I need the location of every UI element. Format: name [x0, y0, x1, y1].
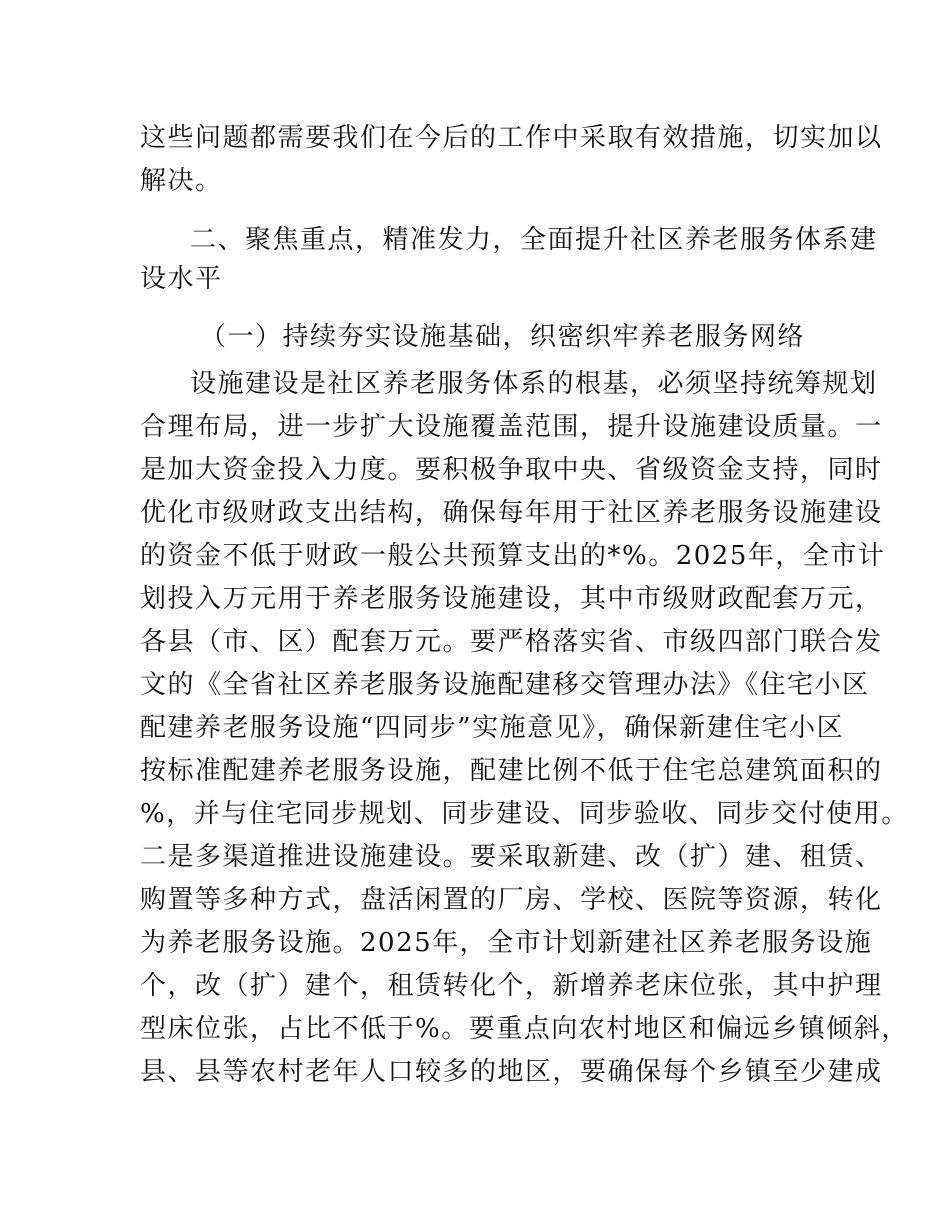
subsection-heading: （一）持续夯实设施基础，织密织牢养老服务网络 — [200, 322, 806, 352]
paragraph-line: %，并与住宅同步规划、同步建设、同步验收、同步交付使用。 — [140, 799, 909, 829]
section-heading-line: 二、聚焦重点，精准发力，全面提升社区养老服务体系建 — [190, 225, 878, 255]
paragraph-line: 型床位张，占比不低于%。要重点向农村地区和偏远乡镇倾斜， — [140, 1014, 909, 1044]
paragraph-line: 划投入万元用于养老服务设施建设，其中市级财政配套万元， — [140, 584, 883, 614]
paragraph-line: 县、县等农村老年人口较多的地区，要确保每个乡镇至少建成 — [140, 1057, 883, 1087]
paragraph-line: 优化市级财政支出结构，确保每年用于社区养老服务设施建设 — [140, 498, 883, 528]
section-heading-line: 设水平 — [140, 264, 223, 294]
paragraph-line: 合理布局，进一步扩大设施覆盖范围，提升设施建设质量。一 — [140, 412, 883, 442]
paragraph-line: 各县（市、区）配套万元。要严格落实省、市级四部门联合发 — [140, 627, 883, 657]
paragraph-line: 是加大资金投入力度。要积极争取中央、省级资金支持，同时 — [140, 455, 883, 485]
paragraph-line: 设施建设是社区养老服务体系的根基，必须坚持统筹规划 — [190, 369, 878, 399]
paragraph-line: 解决。 — [140, 166, 223, 196]
paragraph-line: 文的《全省社区养老服务设施配建移交管理办法》《住宅小区 — [140, 670, 870, 700]
paragraph-line: 购置等多种方式，盘活闲置的厂房、学校、医院等资源，转化 — [140, 885, 883, 915]
paragraph-line: 二是多渠道推进设施建设。要采取新建、改（扩）建、租赁、 — [140, 842, 883, 872]
paragraph-line: 个，改（扩）建个，租赁转化个，新增养老床位张，其中护理 — [140, 971, 883, 1001]
paragraph-line: 配建养老服务设施“四同步”实施意见》，确保新建住宅小区 — [140, 713, 845, 743]
paragraph-line: 按标准配建养老服务设施，配建比例不低于住宅总建筑面积的 — [140, 756, 883, 786]
paragraph-line: 为养老服务设施。2025年，全市计划新建社区养老服务设施 — [140, 928, 873, 958]
paragraph-line: 的资金不低于财政一般公共预算支出的*%。2025年，全市计 — [140, 541, 886, 571]
paragraph-line: 这些问题都需要我们在今后的工作中采取有效措施，切实加以 — [140, 123, 883, 153]
